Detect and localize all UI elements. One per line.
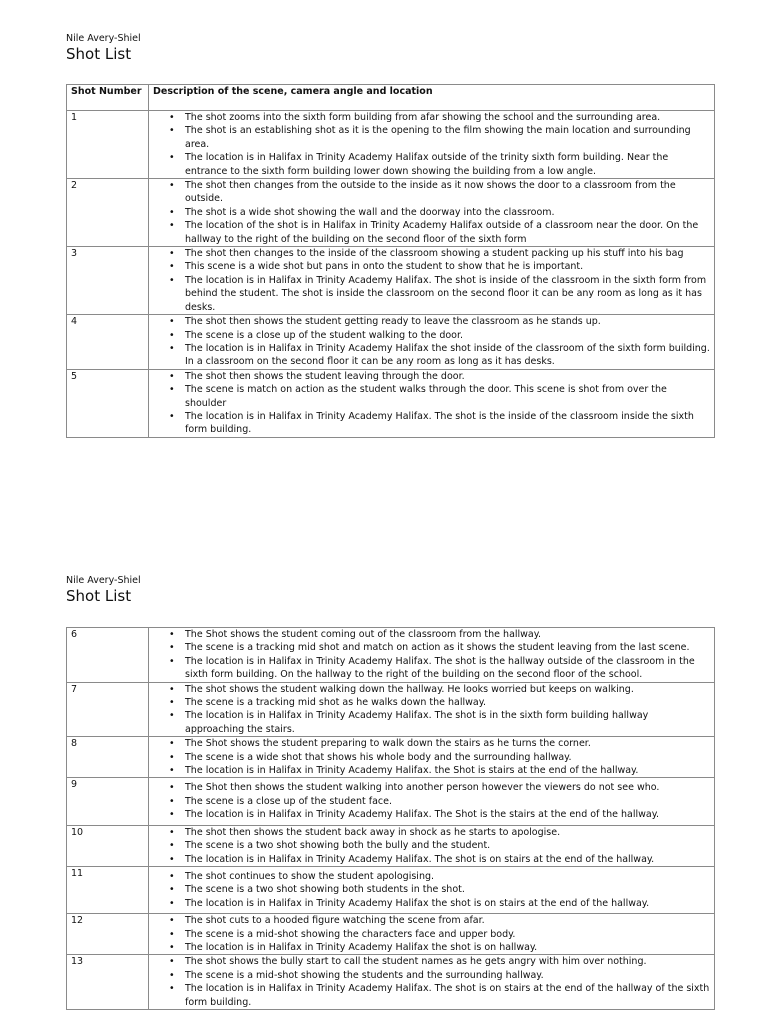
- bullet-item: • The shot then shows the student getting ready to leave the classroom as he stands up.: [185, 315, 710, 328]
- shot-number-cell: 9: [67, 778, 149, 825]
- description-cell: [149, 247, 715, 315]
- bullet-item: • The scene is a close up of the student face.: [185, 795, 710, 808]
- shot-number-cell: 7: [67, 682, 149, 737]
- table-row: [67, 955, 715, 1010]
- bullet-item: • The shot then shows the student leaving through the door.: [185, 370, 710, 383]
- bullet-item: • The scene is a wide shot that shows his whole body and the surrounding hallway.: [185, 751, 710, 764]
- bullet-item: • The location is in Halifax in Trinity Academy Halifax the shot is on hallway.: [185, 941, 710, 954]
- bullet-item: • The shot cuts to a hooded figure watching the scene from afar.: [185, 914, 710, 927]
- description-cell: [149, 315, 715, 370]
- bullet-item: • The scene is a mid-shot showing the characters face and upper body.: [185, 928, 710, 941]
- description-header: Description of the scene, camera angle and location: [149, 85, 715, 111]
- shot-number-cell: 4: [67, 315, 149, 370]
- bullet-item: • This scene is a wide shot but pans in onto the student to show that he is important.: [185, 260, 710, 273]
- bullet-item: • The scene is a tracking mid shot and match on action as it shows the student leaving from the last scene.: [185, 641, 710, 654]
- bullet-item: • The shot is a wide shot showing the wall and the doorway into the classroom.: [185, 206, 710, 219]
- shot-number-cell: 3: [67, 247, 149, 315]
- bullet-item: • The shot then shows the student back away in shock as he starts to apologise.: [185, 826, 710, 839]
- table-header-row: [67, 85, 715, 111]
- bullet-item: • The location is in Halifax in Trinity Academy Halifax. The shot is on stairs at the end of the hallway.: [185, 853, 710, 866]
- shot-number-cell: 1: [67, 111, 149, 179]
- shot-number-cell: 11: [67, 866, 149, 913]
- description-cell: [149, 866, 715, 913]
- table-row: [67, 682, 715, 737]
- description-cell: [149, 682, 715, 737]
- table-row: [67, 111, 715, 179]
- bullet-item: • The shot then changes to the inside of the classroom showing a student packing up his stuff into his bag: [185, 247, 710, 260]
- table-row: [67, 778, 715, 825]
- bullet-list: [153, 628, 710, 682]
- author-name: Nile Avery-Shiel: [66, 33, 141, 44]
- table-row: [67, 247, 715, 315]
- shot-number-cell: 8: [67, 737, 149, 778]
- shot-number-cell: 13: [67, 955, 149, 1010]
- bullet-item: • The scene is a close up of the student walking to the door.: [185, 329, 710, 342]
- table-row: [67, 179, 715, 247]
- bullet-list: [153, 683, 710, 737]
- table-row: [67, 914, 715, 955]
- bullet-item: • The location of the shot is in Halifax in Trinity Academy Halifax outside of a classroom near the door. On the hallway to the right of the building on the second floor of the sixth form: [185, 219, 710, 246]
- description-cell: [149, 628, 715, 683]
- shot-number-cell: 5: [67, 369, 149, 437]
- bullet-item: • The Shot shows the student coming out of the classroom from the hallway.: [185, 628, 710, 641]
- description-cell: [149, 737, 715, 778]
- bullet-list: [153, 826, 710, 866]
- bullet-list: [153, 870, 710, 910]
- bullet-list: [153, 179, 710, 246]
- shot-number-cell: 2: [67, 179, 149, 247]
- shot-number-cell: 12: [67, 914, 149, 955]
- bullet-list: [153, 914, 710, 954]
- bullet-item: • The shot continues to show the student apologising.: [185, 870, 710, 883]
- bullet-item: • The scene is a two shot showing both students in the shot.: [185, 883, 710, 896]
- shot-number-cell: 6: [67, 628, 149, 683]
- bullet-item: • The location is in Halifax in Trinity Academy Halifax. The shot is on stairs at the end of the hallway of the sixth form building.: [185, 982, 710, 1009]
- bullet-item: • The scene is a two shot showing both the bully and the student.: [185, 839, 710, 852]
- description-cell: [149, 825, 715, 866]
- page1-header: [66, 33, 714, 63]
- description-cell: [149, 955, 715, 1010]
- table-row: [67, 866, 715, 913]
- bullet-item: • The shot shows the student walking down the hallway. He looks worried but keeps on walking.: [185, 683, 710, 696]
- shot-number-header: Shot Number: [67, 85, 149, 111]
- description-cell: [149, 111, 715, 179]
- bullet-item: • The scene is a tracking mid shot as he walks down the hallway.: [185, 696, 710, 709]
- bullet-item: • The shot shows the bully start to call the student names as he gets angry with him over nothing.: [185, 955, 710, 968]
- bullet-item: • The location is in Halifax in Trinity Academy Halifax. The shot is inside of the classroom in the sixth form from behind the student. The shot is inside the classroom on the second floor it can be any room as long as it has desks.: [185, 274, 710, 314]
- description-cell: [149, 369, 715, 437]
- bullet-item: • The shot zooms into the sixth form building from afar showing the school and the surrounding area.: [185, 111, 710, 124]
- bullet-list: [153, 315, 710, 369]
- description-cell: [149, 179, 715, 247]
- document-title: Shot List: [66, 587, 132, 605]
- table-row: [67, 369, 715, 437]
- bullet-list: [153, 955, 710, 1009]
- bullet-list: [153, 737, 710, 777]
- bullet-item: • The location is in Halifax in Trinity Academy Halifax. The Shot is the stairs at the end of the hallway.: [185, 808, 710, 821]
- table-row: [67, 315, 715, 370]
- bullet-item: • The scene is a mid-shot showing the students and the surrounding hallway.: [185, 969, 710, 982]
- bullet-item: • The Shot then shows the student walking into another person however the viewers do not see who.: [185, 781, 710, 794]
- bullet-item: • The location is in Halifax in Trinity Academy Halifax the shot is on stairs at the end of the hallway.: [185, 897, 710, 910]
- description-cell: [149, 914, 715, 955]
- bullet-item: • The location is in Halifax in Trinity Academy Halifax outside of the trinity sixth form building. Near the entrance to the sixth form building lower down showing the building from a low angle.: [185, 151, 710, 178]
- description-cell: [149, 778, 715, 825]
- table-row: [67, 628, 715, 683]
- bullet-item: • The location is in Halifax in Trinity Academy Halifax. The shot is the inside of the classroom inside the sixth form building.: [185, 410, 710, 437]
- bullet-item: • The shot then changes from the outside to the inside as it now shows the door to a classroom from the outside.: [185, 179, 710, 206]
- document-title: Shot List: [66, 45, 132, 63]
- table-row: [67, 825, 715, 866]
- bullet-item: • The location is in Halifax in Trinity Academy Halifax. The shot is the hallway outside of the classroom in the sixth form building. On the hallway to the right of the building on the second floor of the school.: [185, 655, 710, 682]
- author-name: Nile Avery-Shiel: [66, 575, 141, 586]
- bullet-item: • The Shot shows the student preparing to walk down the stairs as he turns the corner.: [185, 737, 710, 750]
- bullet-list: [153, 247, 710, 314]
- table-row: [67, 737, 715, 778]
- shot-number-cell: 10: [67, 825, 149, 866]
- bullet-item: • The scene is match on action as the student walks through the door. This scene is shot from over the shoulder: [185, 383, 710, 410]
- bullet-item: • The shot is an establishing shot as it is the opening to the film showing the main location and surrounding area.: [185, 124, 710, 151]
- bullet-item: • The location is in Halifax in Trinity Academy Halifax. the Shot is stairs at the end of the hallway.: [185, 764, 710, 777]
- bullet-item: • The location is in Halifax in Trinity Academy Halifax the shot inside of the classroom of the sixth form building. In a classroom on the second floor it can be any room as long as it has desks.: [185, 342, 710, 369]
- shot-list-table-2: [66, 627, 715, 1010]
- page2-header: [66, 575, 714, 605]
- shot-list-table-1: [66, 84, 715, 438]
- bullet-list: [153, 111, 710, 178]
- bullet-list: [153, 370, 710, 437]
- bullet-item: • The location is in Halifax in Trinity Academy Halifax. The shot is in the sixth form building hallway approaching the stairs.: [185, 709, 710, 736]
- bullet-list: [153, 781, 710, 821]
